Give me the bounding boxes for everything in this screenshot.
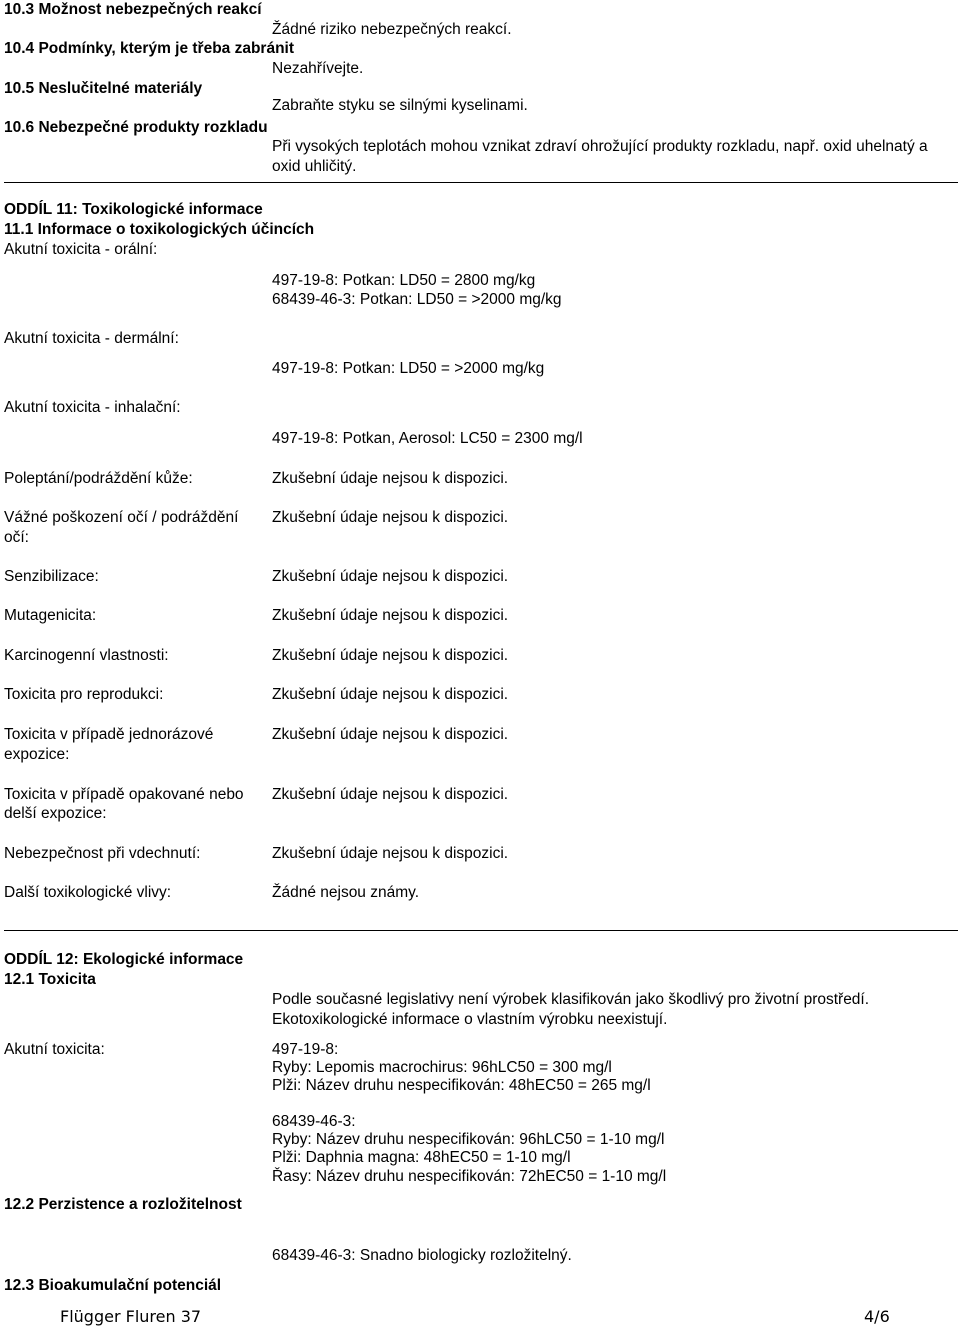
section-10-3-heading: 10.3 Možnost nebezpečných reakcí bbox=[4, 1, 262, 18]
eco-intro-line1: Podle současné legislativy není výrobek klasifikován jako škodlivý pro životní prostředí. bbox=[272, 991, 870, 1008]
aspiration-hazard-label: Nebezpečnost při vdechnutí: bbox=[4, 845, 201, 862]
eye-damage-label-line2: očí: bbox=[4, 529, 29, 546]
stot-single-label-line2: expozice: bbox=[4, 746, 70, 763]
stot-repeated-label-line1: Toxicita v případě opakované nebo bbox=[4, 786, 244, 803]
section-11-title: ODDÍL 11: Toxikologické informace bbox=[4, 201, 263, 218]
skin-irritation-label: Poleptání/podráždění kůže: bbox=[4, 470, 193, 487]
aquatic-toxicity-label: Akutní toxicita: bbox=[4, 1041, 105, 1058]
sensitization-label: Senzibilizace: bbox=[4, 568, 99, 585]
aquatic-a-fish: Ryby: Lepomis macrochirus: 96hLC50 = 300 mg/l bbox=[272, 1059, 612, 1076]
section-11-1-heading: 11.1 Informace o toxikologických účincích bbox=[4, 221, 315, 238]
carcinogenicity-label: Karcinogenní vlastnosti: bbox=[4, 647, 169, 664]
aspiration-hazard-value: Zkušební údaje nejsou k dispozici. bbox=[272, 845, 509, 862]
eye-damage-label-line1: Vážné poškození očí / podráždění bbox=[4, 509, 239, 526]
section-10-6-text-line1: Při vysokých teplotách mohou vznikat zdraví ohrožující produkty rozkladu, např. oxid uhelnatý a bbox=[272, 138, 928, 155]
skin-irritation-value: Zkušební údaje nejsou k dispozici. bbox=[272, 470, 509, 487]
section-10-5-text: Zabraňte styku se silnými kyselinami. bbox=[272, 97, 528, 114]
section-12-2-heading: 12.2 Perzistence a rozložitelnost bbox=[4, 1196, 242, 1213]
footer-page-number: 4/6 bbox=[864, 1307, 890, 1326]
oral-toxicity-value-2: 68439-46-3: Potkan: LD50 = >2000 mg/kg bbox=[272, 291, 562, 308]
section-10-3-text: Žádné riziko nebezpečných reakcí. bbox=[272, 21, 512, 38]
carcinogenicity-value: Zkušební údaje nejsou k dispozici. bbox=[272, 647, 509, 664]
section-divider bbox=[4, 182, 958, 183]
eye-damage-value: Zkušební údaje nejsou k dispozici. bbox=[272, 509, 509, 526]
sensitization-value: Zkušební údaje nejsou k dispozici. bbox=[272, 568, 509, 585]
aquatic-b-fish: Ryby: Název druhu nespecifikován: 96hLC50 = 1-10 mg/l bbox=[272, 1131, 665, 1148]
oral-toxicity-value-1: 497-19-8: Potkan: LD50 = 2800 mg/kg bbox=[272, 272, 536, 289]
mutagenicity-label: Mutagenicita: bbox=[4, 607, 97, 624]
section-12-title: ODDÍL 12: Ekologické informace bbox=[4, 951, 244, 968]
other-effects-value: Žádné nejsou známy. bbox=[272, 884, 420, 901]
section-10-5-heading: 10.5 Neslučitelné materiály bbox=[4, 80, 203, 97]
reproductive-toxicity-label: Toxicita pro reprodukci: bbox=[4, 686, 164, 703]
stot-repeated-value: Zkušební údaje nejsou k dispozici. bbox=[272, 786, 509, 803]
dermal-toxicity-value: 497-19-8: Potkan: LD50 = >2000 mg/kg bbox=[272, 360, 545, 377]
aquatic-a-crustacea: Plži: Název druhu nespecifikován: 48hEC50 = 265 mg/l bbox=[272, 1077, 651, 1094]
inhalation-toxicity-label: Akutní toxicita - inhalační: bbox=[4, 399, 181, 416]
stot-single-value: Zkušební údaje nejsou k dispozici. bbox=[272, 726, 509, 743]
aquatic-b-crustacea: Plži: Daphnia magna: 48hEC50 = 1-10 mg/l bbox=[272, 1149, 571, 1166]
inhalation-toxicity-value: 497-19-8: Potkan, Aerosol: LC50 = 2300 mg/l bbox=[272, 430, 583, 447]
section-12-3-heading: 12.3 Bioakumulační potenciál bbox=[4, 1277, 222, 1294]
other-effects-label: Další toxikologické vlivy: bbox=[4, 884, 172, 901]
reproductive-toxicity-value: Zkušební údaje nejsou k dispozici. bbox=[272, 686, 509, 703]
section-divider bbox=[4, 930, 958, 931]
section-10-6-text-line2: oxid uhličitý. bbox=[272, 158, 357, 175]
section-10-4-heading: 10.4 Podmínky, kterým je třeba zabránit bbox=[4, 40, 295, 57]
aquatic-a-cas: 497-19-8: bbox=[272, 1041, 339, 1058]
oral-toxicity-label: Akutní toxicita - orální: bbox=[4, 241, 158, 258]
dermal-toxicity-label: Akutní toxicita - dermální: bbox=[4, 330, 179, 347]
mutagenicity-value: Zkušební údaje nejsou k dispozici. bbox=[272, 607, 509, 624]
section-12-2-text: 68439-46-3: Snadno biologicky rozložitelný. bbox=[272, 1247, 572, 1264]
aquatic-b-cas: 68439-46-3: bbox=[272, 1113, 356, 1130]
eco-intro-line2: Ekotoxikologické informace o vlastním výrobku neexistují. bbox=[272, 1011, 668, 1028]
stot-repeated-label-line2: delší expozice: bbox=[4, 805, 107, 822]
footer-product-name: Flügger Fluren 37 bbox=[60, 1307, 202, 1326]
section-12-1-heading: 12.1 Toxicita bbox=[4, 971, 96, 988]
section-10-6-heading: 10.6 Nebezpečné produkty rozkladu bbox=[4, 119, 268, 136]
stot-single-label-line1: Toxicita v případě jednorázové bbox=[4, 726, 214, 743]
aquatic-b-algae: Řasy: Název druhu nespecifikován: 72hEC50 = 1-10 mg/l bbox=[272, 1168, 667, 1185]
section-10-4-text: Nezahřívejte. bbox=[272, 60, 364, 77]
